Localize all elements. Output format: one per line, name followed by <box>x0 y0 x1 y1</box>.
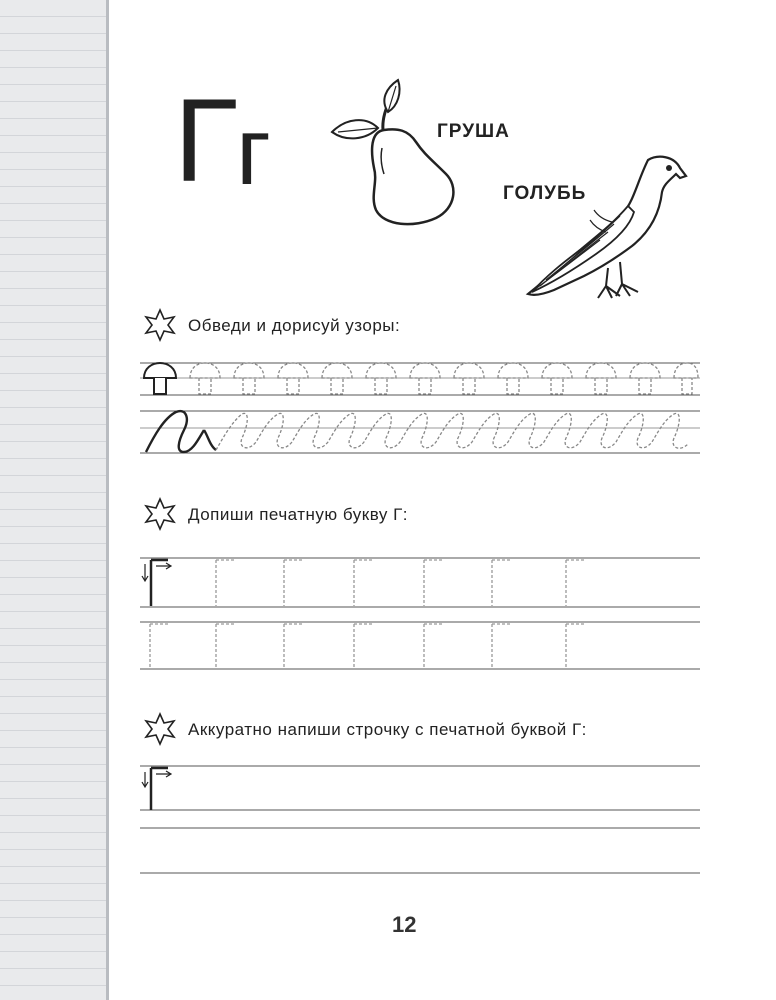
pear-illustration <box>328 78 460 228</box>
letter-g-practice-rows <box>140 552 700 674</box>
pigeon-illustration <box>524 150 690 312</box>
margin-edge <box>106 0 109 1000</box>
task-2-instruction: Допиши печатную букву Г: <box>188 505 409 524</box>
free-writing-rows[interactable] <box>140 760 700 878</box>
cursive-pattern-row <box>140 406 700 464</box>
notebook-margin <box>0 0 108 1000</box>
word-pigeon: ГОЛУБЬ <box>503 183 587 204</box>
mushroom-pattern-row <box>140 358 700 400</box>
word-pear: ГРУША <box>437 121 510 142</box>
star-icon <box>143 712 177 746</box>
big-letter-lower: г <box>236 98 270 205</box>
big-letter-upper: Г <box>174 75 236 207</box>
page-number: 12 <box>392 912 417 937</box>
task-3-instruction: Аккуратно напиши строчку с печатной буквой Г: <box>188 720 587 739</box>
star-icon <box>143 497 177 531</box>
task-1-instruction: Обведи и дорисуй узоры: <box>188 316 401 335</box>
star-icon <box>143 308 177 342</box>
